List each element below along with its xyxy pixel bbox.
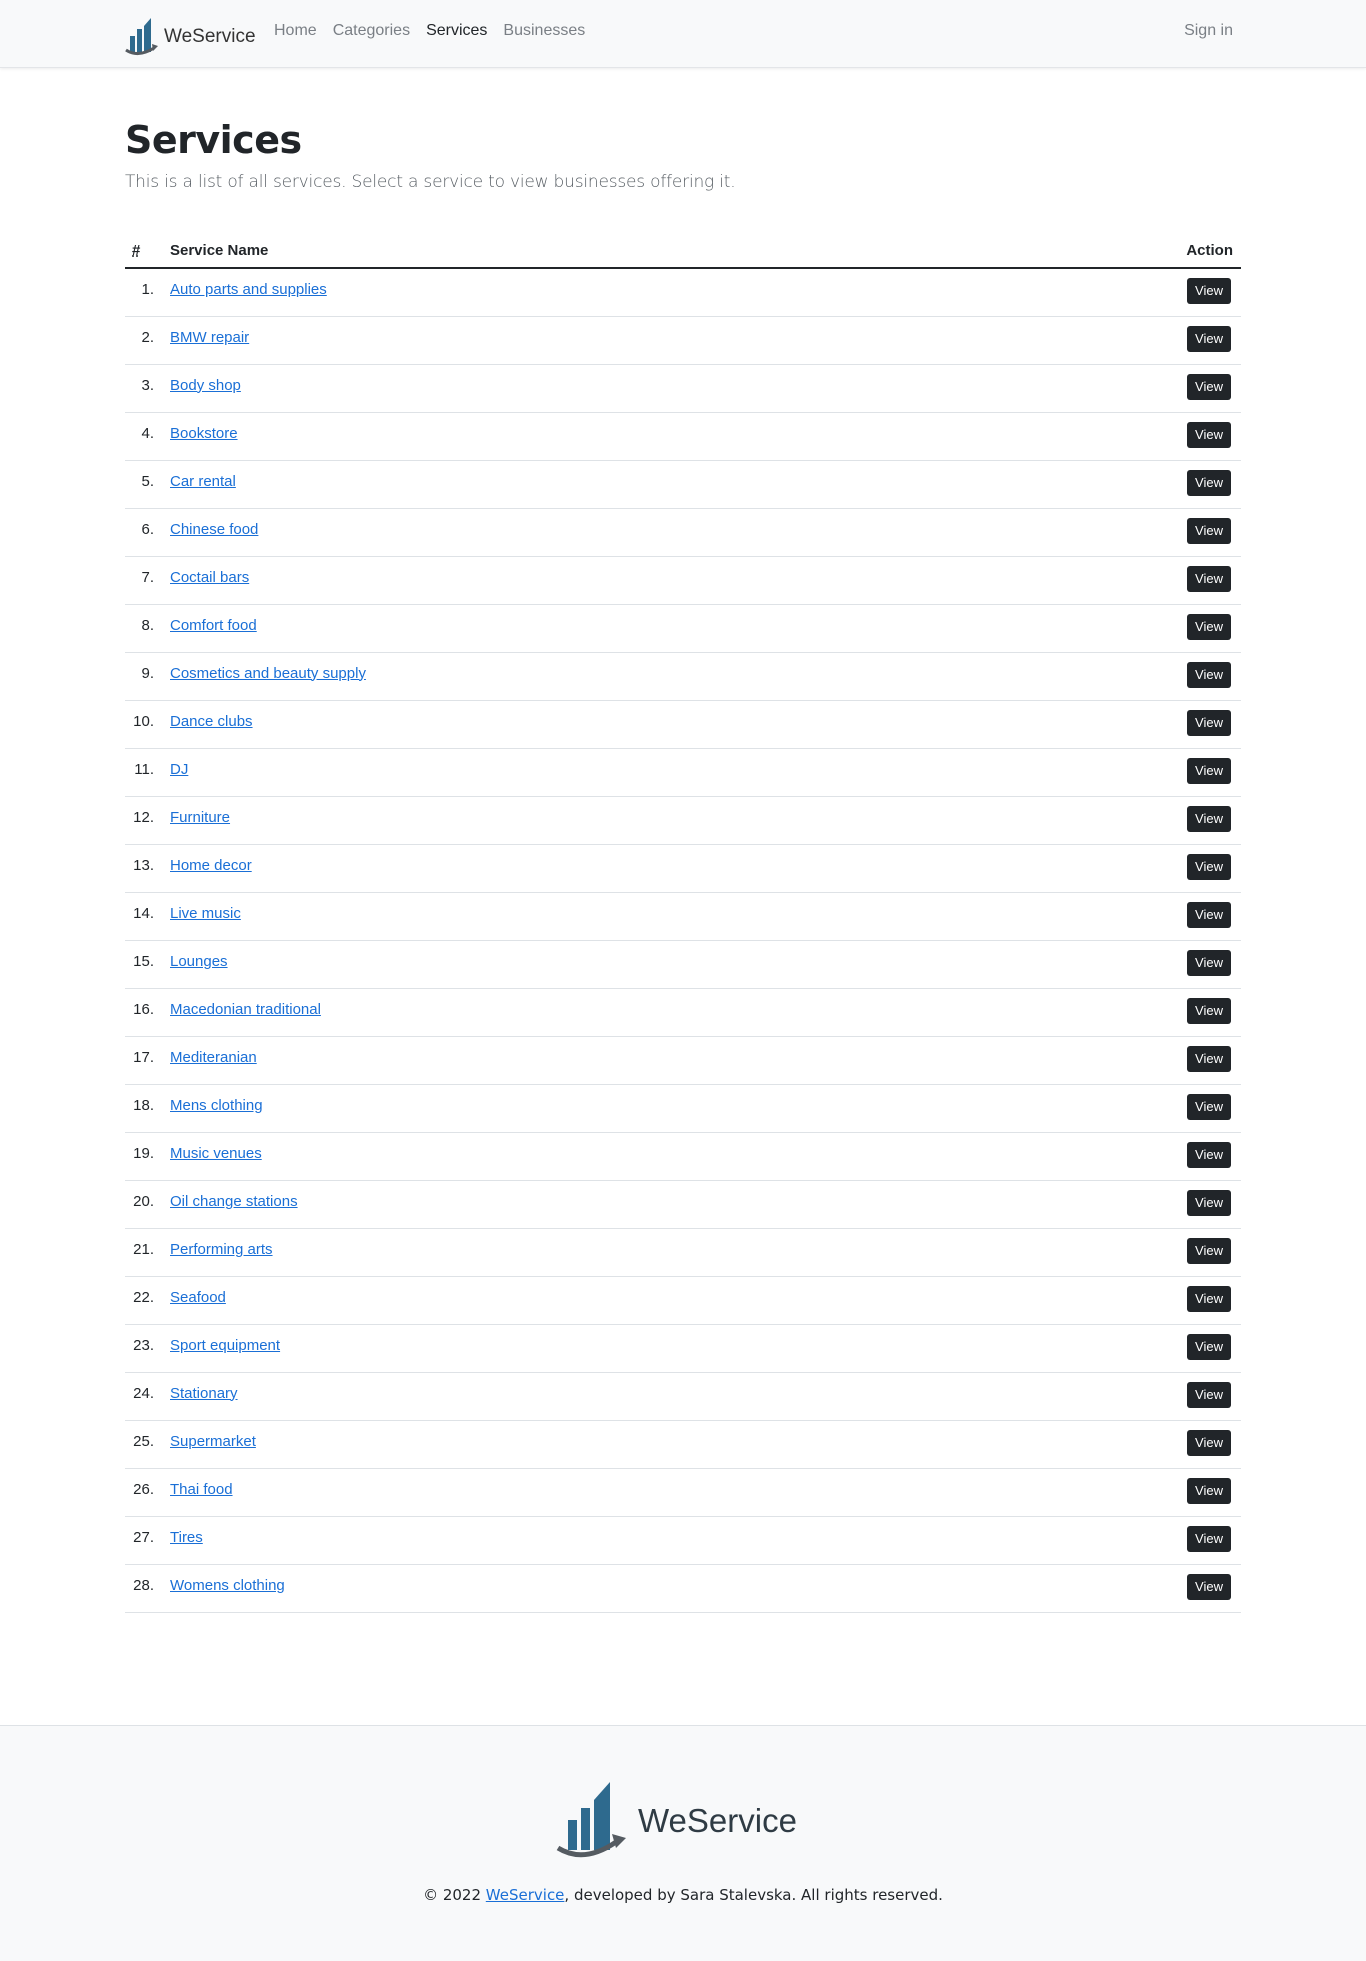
row-service-cell [170,556,1007,604]
view-button[interactable]: View [1187,1094,1231,1120]
row-number: 5. [141,472,154,490]
view-button[interactable]: View [1187,662,1231,688]
row-service-cell [170,1084,1007,1132]
page-title: Services [125,118,302,162]
table-row [125,1420,1241,1468]
view-button[interactable]: View [1187,1334,1231,1360]
table-header-row [125,234,1241,268]
view-button[interactable]: View [1187,278,1231,304]
copyright-suffix: , developed by Sara Stalevska. All rights reserved. [564,1886,943,1904]
row-number: 8. [141,616,154,634]
row-service-cell [170,316,1007,364]
service-link[interactable]: DJ [170,760,189,778]
row-action-cell [1007,1372,1241,1420]
view-button[interactable]: View [1187,1190,1231,1216]
table-row [125,1516,1241,1564]
table-row [125,556,1241,604]
table-row [125,796,1241,844]
row-action-cell [1007,268,1241,316]
row-service-cell [170,1564,1007,1612]
table-row [125,268,1241,316]
service-link[interactable]: Oil change stations [170,1192,298,1210]
footer-brand [556,1774,797,1858]
row-action-cell [1007,508,1241,556]
view-button[interactable]: View [1187,566,1231,592]
row-number: 9. [141,664,154,682]
row-number: 10. [133,712,154,730]
table-row [125,316,1241,364]
row-action-cell [1007,1516,1241,1564]
view-button[interactable]: View [1187,1046,1231,1072]
row-action-cell [1007,412,1241,460]
table-row [125,604,1241,652]
view-button[interactable]: View [1187,518,1231,544]
row-service-cell [170,268,1007,316]
view-button[interactable]: View [1187,326,1231,352]
row-number: 15. [133,952,154,970]
table-row [125,1276,1241,1324]
service-link[interactable]: Supermarket [170,1432,256,1450]
row-number: 20. [133,1192,154,1210]
main-content [125,118,1241,1594]
row-action-cell [1007,316,1241,364]
row-action-cell [1007,1324,1241,1372]
table-row [125,1228,1241,1276]
footer-brand-name: WeService [638,1802,797,1839]
row-number: 4. [141,424,154,442]
service-link[interactable]: Chinese food [170,520,259,538]
service-link[interactable]: Tires [170,1528,203,1546]
service-link[interactable]: Macedonian traditional [170,1000,321,1018]
row-action-cell [1007,1420,1241,1468]
row-number: 16. [133,1000,154,1018]
view-button[interactable]: View [1187,950,1231,976]
view-button[interactable]: View [1187,470,1231,496]
view-button[interactable]: View [1187,1382,1231,1408]
row-action-cell [1007,1228,1241,1276]
table-row [125,1564,1241,1612]
row-service-cell [170,604,1007,652]
row-action-cell [1007,364,1241,412]
copyright-link[interactable]: WeService [485,1886,565,1904]
service-link[interactable]: Seafood [170,1288,226,1306]
header-service-name: Service Name [170,234,1007,268]
header-number: # [125,234,170,268]
table-row [125,940,1241,988]
service-link[interactable]: Car rental [170,472,236,490]
service-link[interactable]: Home decor [170,856,252,874]
row-service-cell [170,1228,1007,1276]
row-action-cell [1007,1468,1241,1516]
row-service-cell [170,1420,1007,1468]
row-number: 21. [133,1240,154,1258]
row-action-cell [1007,892,1241,940]
row-number: 6. [141,520,154,538]
table-row [125,1372,1241,1420]
view-button[interactable]: View [1187,998,1231,1024]
row-number: 23. [133,1336,154,1354]
row-service-cell [170,1276,1007,1324]
row-number: 19. [133,1144,154,1162]
table-row [125,652,1241,700]
nav-links [274,22,601,40]
row-service-cell [170,1516,1007,1564]
row-service-cell [170,796,1007,844]
row-number: 17. [133,1048,154,1066]
row-action-cell [1007,556,1241,604]
row-number: 18. [133,1096,154,1114]
row-number: 2. [141,328,154,346]
row-service-cell [170,508,1007,556]
nav-services[interactable]: Services [426,22,488,39]
table-row [125,364,1241,412]
row-number: 26. [133,1480,154,1498]
view-button[interactable]: View [1187,1526,1231,1552]
page-lead: This is a list of all services. Select a service to view businesses offering it. [125,172,736,192]
table-row [125,844,1241,892]
service-link[interactable]: Music venues [170,1144,262,1162]
row-action-cell [1007,1132,1241,1180]
row-action-cell [1007,1276,1241,1324]
view-button[interactable]: View [1187,1430,1231,1456]
services-table [125,234,1241,1613]
service-link[interactable]: Furniture [170,808,231,826]
table-row [125,412,1241,460]
row-service-cell [170,1180,1007,1228]
view-button[interactable]: View [1187,374,1231,400]
sign-in-link[interactable]: Sign in [1184,22,1233,39]
header-action: Action [1007,234,1241,268]
footer-logo-icon [556,1774,636,1858]
nav-categories[interactable]: Categories [332,22,411,39]
service-link[interactable]: Dance clubs [170,712,253,730]
row-action-cell [1007,1180,1241,1228]
service-link[interactable]: Comfort food [170,616,257,634]
row-service-cell [170,1324,1007,1372]
row-number: 14. [133,904,154,922]
row-service-cell [170,1372,1007,1420]
table-row [125,1324,1241,1372]
nav-home[interactable]: Home [274,22,317,39]
service-link[interactable]: Body shop [170,376,241,394]
view-button[interactable]: View [1187,1478,1231,1504]
table-row [125,988,1241,1036]
row-number: 1. [141,281,154,298]
service-link[interactable]: Performing arts [170,1240,273,1258]
row-action-cell [1007,652,1241,700]
row-service-cell [170,364,1007,412]
table-row [125,1084,1241,1132]
view-button[interactable]: View [1187,1142,1231,1168]
row-service-cell [170,988,1007,1036]
row-number: 12. [133,808,154,826]
view-button[interactable]: View [1187,902,1231,928]
row-number: 27. [133,1528,154,1546]
row-service-cell [170,1036,1007,1084]
view-button[interactable]: View [1187,1286,1231,1312]
row-service-cell [170,1132,1007,1180]
row-action-cell [1007,1564,1241,1612]
copyright-prefix: © 2022 [423,1886,486,1904]
row-service-cell [170,700,1007,748]
table-row [125,748,1241,796]
row-action-cell [1007,604,1241,652]
table-row [125,892,1241,940]
table-row [125,460,1241,508]
table-row [125,508,1241,556]
service-link[interactable]: Womens clothing [170,1576,285,1594]
row-service-cell [170,412,1007,460]
navbar-brand[interactable] [124,12,256,56]
row-action-cell [1007,844,1241,892]
row-number: 28. [133,1576,154,1594]
row-action-cell [1007,796,1241,844]
row-service-cell [170,460,1007,508]
service-link[interactable]: Stationary [170,1384,238,1402]
row-action-cell [1007,700,1241,748]
service-link[interactable]: Thai food [170,1480,233,1498]
row-service-cell [170,892,1007,940]
row-service-cell [170,748,1007,796]
navbar [0,0,1366,68]
row-action-cell [1007,940,1241,988]
row-action-cell [1007,1036,1241,1084]
row-action-cell [1007,748,1241,796]
service-link[interactable]: Coctail bars [170,568,250,586]
table-body [125,268,1241,1612]
row-action-cell [1007,1084,1241,1132]
view-button[interactable]: View [1187,1574,1231,1600]
table-row [125,1036,1241,1084]
row-number: 22. [133,1288,154,1306]
row-service-cell [170,940,1007,988]
view-button[interactable]: View [1187,758,1231,784]
table-row [125,1468,1241,1516]
view-button[interactable]: View [1187,1238,1231,1264]
row-service-cell [170,652,1007,700]
row-number: 11. [134,760,154,778]
view-button[interactable]: View [1187,806,1231,832]
row-number: 24. [133,1384,154,1402]
service-link[interactable]: Mens clothing [170,1096,263,1114]
copyright [0,1886,1366,1904]
row-action-cell [1007,460,1241,508]
service-link[interactable]: BMW repair [170,328,250,346]
row-number: 3. [141,376,154,394]
row-number: 25. [133,1432,154,1450]
row-number: 13. [133,856,154,874]
row-number: 7. [141,568,154,586]
view-button[interactable]: View [1187,422,1231,448]
row-service-cell [170,1468,1007,1516]
table-row [125,1180,1241,1228]
table-row [125,700,1241,748]
view-button[interactable]: View [1187,854,1231,880]
nav-businesses[interactable]: Businesses [503,22,586,39]
table-row [125,1132,1241,1180]
service-link[interactable]: Cosmetics and beauty supply [170,664,366,682]
footer [0,1725,1366,1961]
service-link[interactable]: Sport equipment [170,1336,281,1354]
logo-icon [124,12,162,56]
service-link[interactable]: Bookstore [170,424,238,442]
service-link[interactable]: Auto parts and supplies [170,281,327,298]
view-button[interactable]: View [1187,614,1231,640]
view-button[interactable]: View [1187,710,1231,736]
service-link[interactable]: Mediteranian [170,1048,257,1066]
row-service-cell [170,844,1007,892]
service-link[interactable]: Lounges [170,952,228,970]
brand-name: WeService [164,26,256,47]
row-action-cell [1007,988,1241,1036]
service-link[interactable]: Live music [170,904,241,922]
